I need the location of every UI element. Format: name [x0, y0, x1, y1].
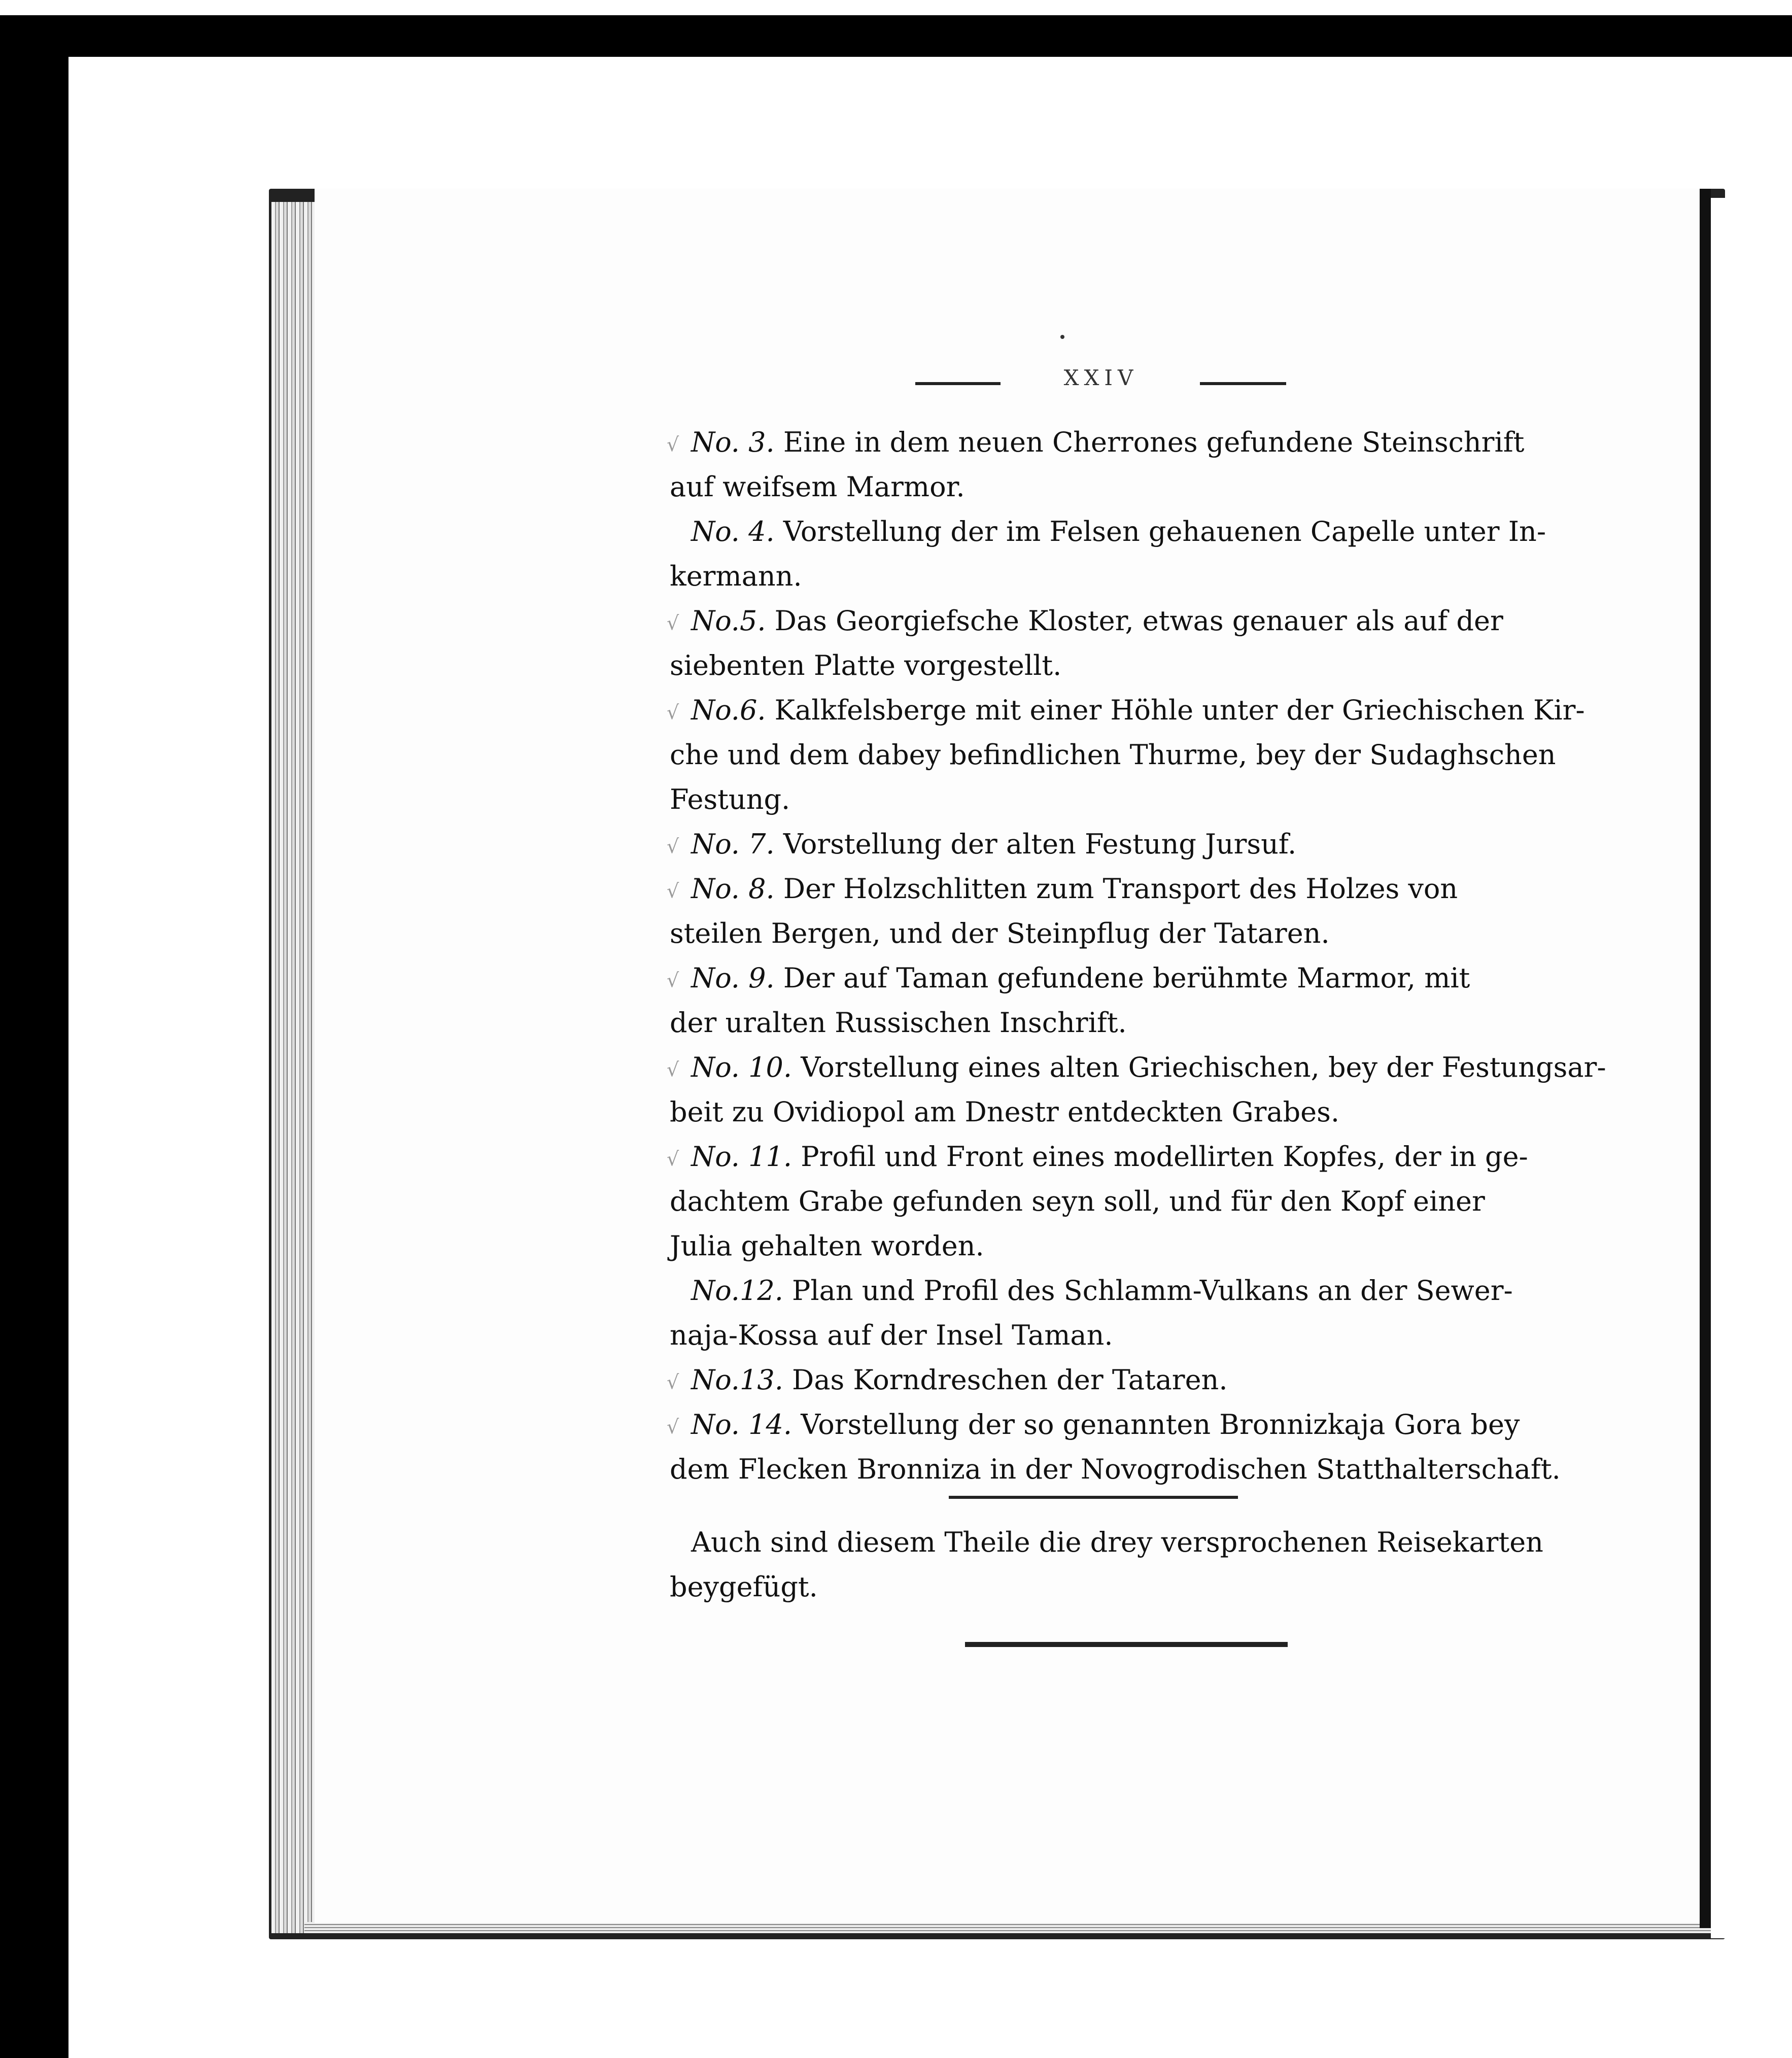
list-item-line: kermann.: [670, 560, 802, 592]
ink-dot: [1060, 335, 1064, 339]
entry-text: Kalkfelsberge mit einer Höhle unter der Griechischen Kir-: [774, 694, 1585, 726]
list-item-line: [667, 956, 1542, 1001]
entry-number: No. 3.: [691, 426, 775, 458]
entry-text: Der auf Taman gefundene berühmte Marmor, mit: [783, 962, 1470, 994]
list-item-line: Festung.: [670, 783, 790, 815]
check-mark-icon: √: [667, 969, 679, 991]
entry-text: Plan und Profil des Schlamm-Vulkans an der Sewer-: [792, 1275, 1513, 1307]
list-item-line: steilen Bergen, und der Steinpflug der Tataren.: [670, 917, 1330, 949]
page-edges-bottom: [304, 1922, 1722, 1933]
scan-border-right: [1711, 198, 1792, 1938]
list-item-line: che und dem dabey befindlichen Thurme, bey der Sudaghschen: [670, 739, 1556, 771]
entry-text: Das Georgiefsche Kloster, etwas genauer als auf der: [774, 605, 1503, 637]
entry-number: No. 10.: [691, 1051, 792, 1083]
entry-text: Eine in dem neuen Cherrones gefundene Steinschrift: [783, 426, 1525, 458]
end-rule: [965, 1642, 1288, 1647]
note-line: Auch sind diesem Theile die drey versprochenen Reisekarten: [691, 1526, 1543, 1558]
list-item-line: beit zu Ovidiopol am Dnestr entdeckten Grabes.: [670, 1096, 1340, 1128]
list-item-line: [670, 1268, 1542, 1313]
list-item-line: [667, 822, 1542, 867]
list-item-line: [667, 1045, 1606, 1090]
entry-number: No.6.: [691, 694, 766, 726]
check-mark-icon: √: [667, 1416, 679, 1438]
section-divider: [949, 1496, 1238, 1499]
entry-number: No. 4.: [691, 516, 775, 547]
page-header: [908, 365, 1294, 396]
list-item-line: auf weifsem Marmor.: [670, 471, 965, 503]
entry-text: Vorstellung eines alten Griechischen, bey der Festungsar-: [801, 1051, 1606, 1083]
list-item-line: siebenten Platte vorgestellt.: [670, 649, 1062, 681]
check-mark-icon: √: [667, 612, 679, 634]
list-item-line: [667, 688, 1585, 733]
closing-note: [670, 1520, 1542, 1609]
header-rule-right: [1200, 382, 1286, 385]
list-item-line: [667, 867, 1542, 911]
list-item-line: [670, 509, 1546, 554]
entry-number: No.5.: [691, 605, 766, 637]
list-item-line: Julia gehalten worden.: [670, 1230, 984, 1262]
entry-text: Der Holzschlitten zum Transport des Holzes von: [783, 873, 1458, 905]
check-mark-icon: √: [667, 433, 679, 456]
page-number: XXIV: [1063, 365, 1139, 390]
entry-text: Vorstellung der im Felsen gehauenen Capelle unter In-: [783, 516, 1546, 547]
list-item-line: dem Flecken Bronniza in der Novogrodischen Statthalterschaft.: [670, 1453, 1561, 1485]
list-item-line: [667, 1358, 1542, 1402]
check-mark-icon: √: [667, 1371, 679, 1393]
list-item-line: dachtem Grabe gefunden seyn soll, und für den Kopf einer: [670, 1185, 1485, 1217]
note-line: beygefügt.: [670, 1571, 818, 1603]
entry-number: No. 8.: [691, 873, 775, 905]
entry-number: No. 7.: [691, 828, 775, 860]
check-mark-icon: √: [667, 1148, 679, 1170]
scan-border-top: [0, 0, 1792, 15]
list-item-line: [667, 1402, 1542, 1447]
list-item-line: [667, 599, 1542, 643]
entry-text: Profil und Front eines modellirten Kopfes, der in ge-: [801, 1141, 1528, 1173]
page-edges-left: [271, 202, 318, 1933]
entry-number: No. 14.: [691, 1409, 792, 1440]
plate-list: [667, 420, 1606, 1492]
cover-board-right: [1700, 189, 1711, 1928]
check-mark-icon: √: [667, 835, 679, 858]
header-rule-left: [915, 382, 1001, 385]
entry-number: No. 9.: [691, 962, 775, 994]
list-item-line: der uralten Russischen Inschrift.: [670, 1007, 1127, 1039]
check-mark-icon: √: [667, 1058, 679, 1081]
list-item-line: naja-Kossa auf der Insel Taman.: [670, 1319, 1113, 1351]
entry-number: No. 11.: [691, 1141, 792, 1173]
entry-text: Vorstellung der so genannten Bronnizkaja Gora bey: [801, 1409, 1520, 1440]
list-item-line: [667, 420, 1542, 465]
entry-number: No.12.: [691, 1275, 783, 1307]
entry-text: Vorstellung der alten Festung Jursuf.: [783, 828, 1297, 860]
list-item-line: [667, 1135, 1542, 1179]
check-mark-icon: √: [667, 701, 679, 724]
check-mark-icon: √: [667, 880, 679, 902]
entry-text: Das Korndreschen der Tataren.: [792, 1364, 1228, 1396]
entry-number: No.13.: [691, 1364, 783, 1396]
